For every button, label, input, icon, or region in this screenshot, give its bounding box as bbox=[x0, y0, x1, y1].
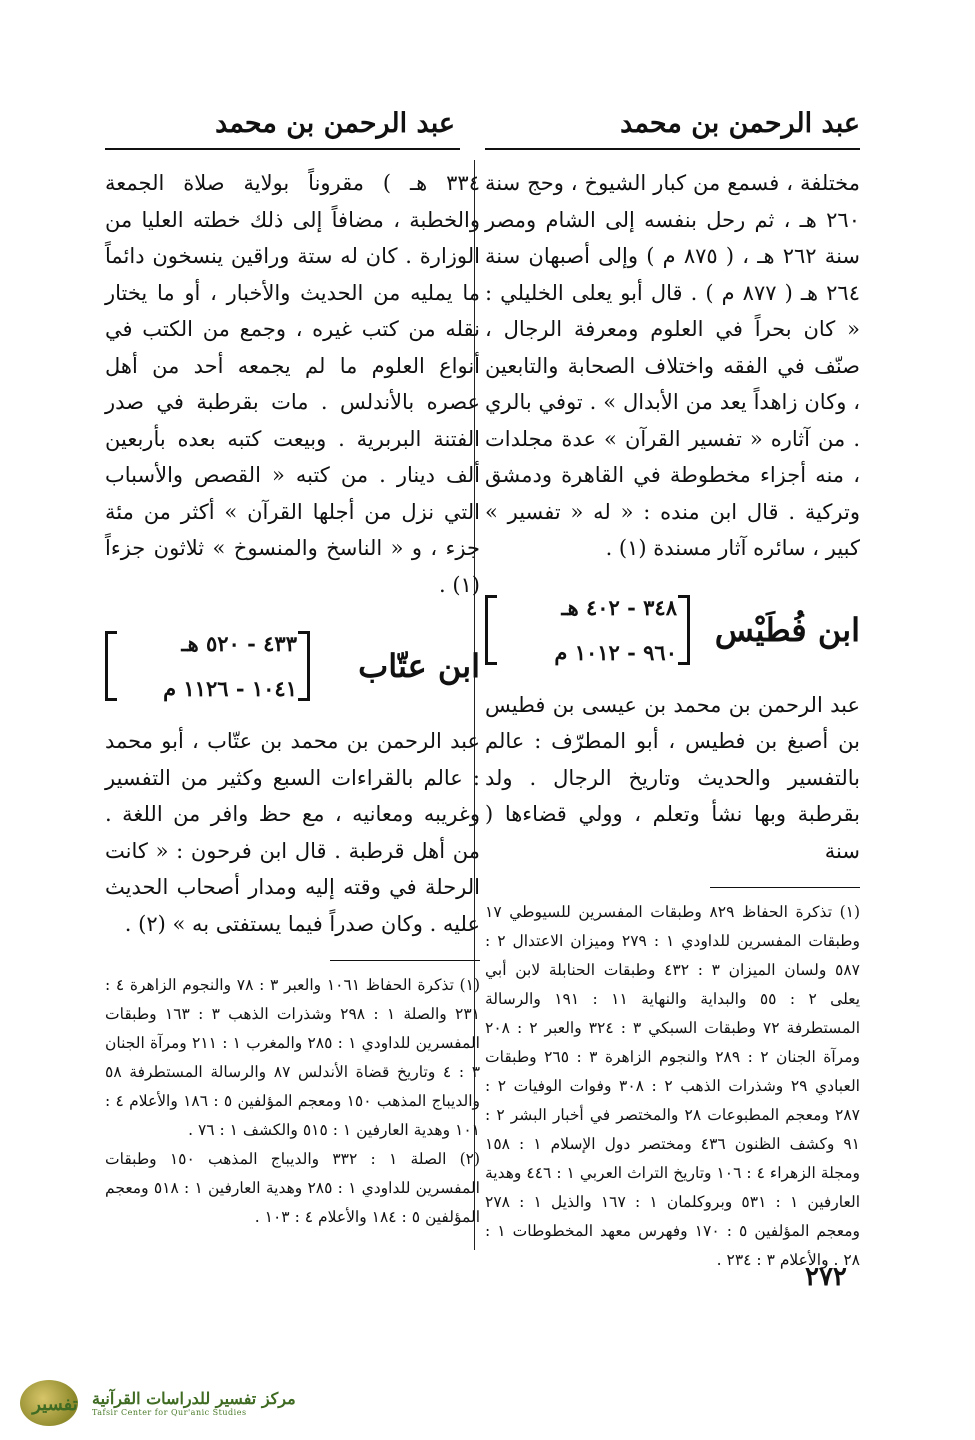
running-header-left: عبد الرحمن بن محمد bbox=[215, 108, 455, 139]
entry-paragraph: عبد الرحمن بن محمد بن عتّاب ، أبو محمد : عالم بالقراءات السبع وكثير من التفسير وغريبه ومعانيه ، مع حظ وافر من اللغة . من أهل قرطبة . قال ابن فرحون : « كانت الرحلة في وقته إليه ومدار أصحاب الحديث عليه . وكان صدراً فيما يستفتى به » (٢) . bbox=[105, 729, 480, 936]
right-intro-paragraph: مختلفة ، فسمع من كبار الشيوخ ، وحج سنة ٢٦٠ هـ ، ثم رحل بنفسه إلى الشام ومصر سنة ٢٦٢ هـ ، ( ٨٧٥ م ) وإلى أصبهان سنة ٢٦٤ هـ ( ٨٧٧ م ) . قال أبو يعلى الخليلي : « كان بحراً في العلوم ومعرفة الرجال ، صنّف في الفقه واختلاف الصحابة والتابعين ، وكان زاهداً يعد من الأبدال » . توفي بالري . من آثاره « تفسير القرآن » عدة مجلدات ، منه أجزاء مخطوطة في القاهرة ودمشق وتركية . قال ابن منده : « له « تفسير » كبير ، سائره آثار مسندة (١) . bbox=[485, 171, 860, 560]
page-number: ٢٧٢ bbox=[805, 1262, 847, 1292]
logo-text bbox=[92, 1389, 296, 1417]
footnote-rule bbox=[330, 960, 480, 961]
entry-header-ibn-attab bbox=[105, 623, 480, 709]
footnote: (١) تذكرة الحفاظ ١٠٦١ والعبر ٣ : ٧٨ والنجوم الزاهرة ٤ : ٢٣١ والصلة ١ : ٢٩٨ وشذرات الذهب ٣ : ١٦٣ وطبقات المفسرين للداودي ١ : ٢٨٥ والمغرب ١ : ٢١١ ومرآة الجنان ٣ : ٤ وتاريخ قضاة الأندلس ٨٧ والرسالة المستطرفة ٥٨ والديباج المذهب ١٥٠ ومعجم المؤلفين ٥ : ١٨٦ والأعلام ٤ : ١٠١ وهدية العارفين ١ : ٥١٥ والكشف ١ : ٧٦ . bbox=[105, 976, 481, 1139]
entry-paragraph: عبد الرحمن بن محمد بن عيسى بن فطيس بن أصبغ بن فطيس ، أبو المطرّف : عالم بالتفسير والحديث وتاريخ الرجال . ولد بقرطبة وبها نشأ وتعلم ، وولي قضاءها ( سنة bbox=[485, 692, 860, 863]
logo-mark-text: تفسير bbox=[32, 1394, 78, 1415]
dates-hijri: ٤٣٣ - ٥٢٠ هـ bbox=[181, 631, 297, 656]
header-rule-right bbox=[485, 148, 860, 150]
date-bracket bbox=[105, 631, 310, 701]
footnote: (١) تذكرة الحفاظ ٨٢٩ وطبقات المفسرين للسيوطي ١٧ وطبقات المفسرين للداودي ١ : ٢٧٩ وميزان الاعتدال ٢ : ٥٨٧ ولسان الميزان ٣ : ٤٣٢ وطبقات الحنابلة لابن أبي يعلى ٢ : ٥٥ والبداية والنهاية ١١ : ١٩١ والرسالة المستطرفة ٧٢ وطبقات السبكي ٣ : ٣٢٤ والعبر ٢ : ٢٠٨ ومرآة الجنان ٢ : ٢٨٩ والنجوم الزاهرة ٣ : ٢٦٥ وطبقات العبادي ٢٩ وشذرات الذهب ٢ : ٣٠٨ وفوات الوفيات ٢ : ٢٨٧ ومعجم المطبوعات ٢٨ والمختصر في أخبار البشر ٢ : ٩١ وكشف الظنون ٤٣٦ ومختصر دول الإسلام ١ : ١٥٨ ومجلة الزهراء ٤ : ١٠٦ وتاريخ التراث العربي ١ : ٤٤٦ وهدية العارفين ١ : ٥٣١ وبروكلمان ١ : ١٦٧ والذيل ١ : ٢٧٨ ومعجم المؤلفين ٥ : ١٧٠ وفهرس معهد المخطوطات ١ : ٢٨ . والأعلام ٣ : ٢٣٤ . bbox=[485, 903, 861, 1269]
globe-logo-icon bbox=[20, 1380, 78, 1426]
logo-english-name: Tafsir Center for Qur'anic Studies bbox=[92, 1408, 247, 1417]
footnote-rule bbox=[710, 887, 860, 888]
entry-header-ibn-futays bbox=[485, 587, 860, 673]
right-column bbox=[485, 165, 860, 1275]
date-bracket bbox=[485, 595, 690, 665]
running-header-right: عبد الرحمن بن محمد bbox=[620, 108, 860, 139]
publisher-logo bbox=[20, 1378, 296, 1428]
left-intro-paragraph: ٣٣٤ هـ ) مقروناً بولاية صلاة الجمعة والخطبة ، مضافاً إلى ذلك خطته العليا من الوزارة . كان له ستة وراقين ينسخون دائماً ما يمليه من الحديث والأخبار ، أو ما يختار نقله من كتب غيره ، وجمع من الكتب في أنواع العلوم ما لم يجمعه أحد من أهل عصره بالأندلس . مات بقرطبة في صدر الفتنة البربرية . وبيعت كتبه بعده بأربعين ألف دينار . من كتبه « القصص والأسباب التي نزل من أجلها القرآن » أكثر من مئة جزء ، و « الناسخ والمنسوخ » ثلاثون جزءاً (١) . bbox=[105, 171, 480, 597]
dates-hijri: ٣٤٨ - ٤٠٢ هـ bbox=[561, 594, 677, 620]
header-rule-left bbox=[105, 148, 460, 150]
entry-name: ابن فُطَيْس bbox=[714, 610, 860, 649]
logo-arabic-name: مركز تفسير للدراسات القرآنية bbox=[92, 1389, 296, 1408]
dates-gregorian: ١٠٤١ - ١١٢٦ م bbox=[163, 676, 297, 701]
footnote: (٢) الصلة ١ : ٣٣٢ والديباج المذهب ١٥٠ وطبقات المفسرين للداودي ١ : ٢٨٥ وهدية العارفين ١ : ٥١٨ ومعجم المؤلفين ٥ : ١٨٤ والأعلام ٤ : ١٠٣ . bbox=[105, 1150, 481, 1226]
left-column bbox=[105, 165, 480, 1232]
dates-gregorian: ٩٦٠ - ١٠١٢ م bbox=[554, 639, 677, 665]
entry-name: ابن عتّاب bbox=[358, 647, 480, 685]
